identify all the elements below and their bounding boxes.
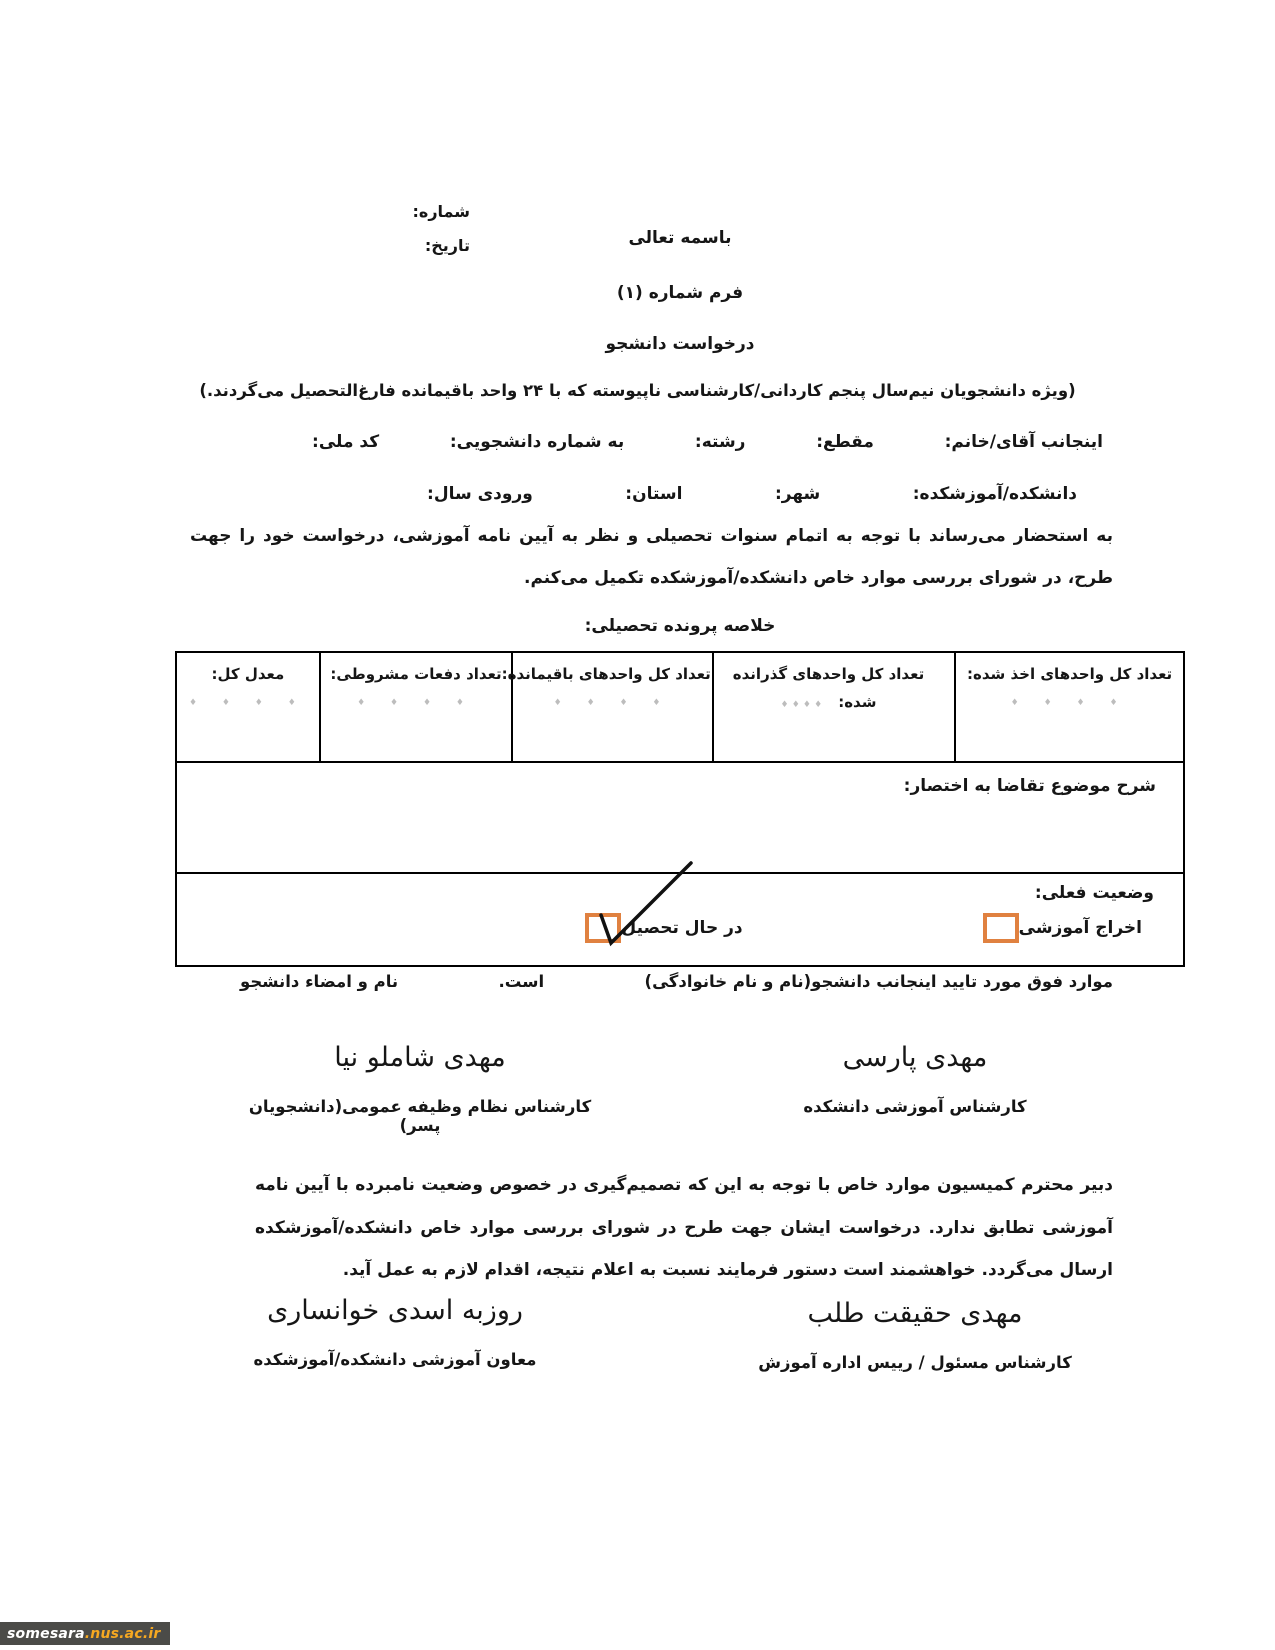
request-description-label: شرح موضوع تقاضا به اختصار: xyxy=(903,776,1156,796)
cell-units-passed xyxy=(713,652,955,762)
units-passed-label-line1: تعداد کل واحدهای گذرانده xyxy=(732,665,925,683)
form-title: درخواست دانشجو xyxy=(605,334,755,354)
field-label-major: رشته: xyxy=(694,432,746,452)
signer-name: مهدی پارسی xyxy=(842,1042,988,1073)
dotted-placeholder: ♦ ♦ ♦ ♦ xyxy=(553,698,672,708)
form-number-heading: فرم شماره (۱) xyxy=(616,283,744,303)
units-passed-label-line2: شده:♦ ♦ ♦ ♦ xyxy=(780,693,877,711)
watermark-domain: .nus.ac.ir xyxy=(84,1625,161,1642)
cell-probation-count xyxy=(320,652,513,762)
signer-name: روزبه اسدی خوانساری xyxy=(267,1295,523,1326)
field-label-province: استان: xyxy=(625,484,683,504)
dotted-placeholder: ♦ ♦ ♦ ♦ xyxy=(780,700,823,710)
request-paragraph: به استحضار می‌رساند با توجه به اتمام سنوات تحصیلی و نظر به آیین نامه آموزشی، درخواست خود را جهت طرح، در شورای بررسی موارد خاص دانشکده/آموزشکده تکمیل می‌کنم. xyxy=(190,526,1113,588)
current-status-label: وضعیت فعلی: xyxy=(1034,883,1154,903)
status-options-row xyxy=(178,913,1182,943)
field-label-level: مقطع: xyxy=(816,432,874,452)
current-status-row xyxy=(176,873,1184,966)
current-status-cell xyxy=(176,873,1184,966)
confirmation-verb: است. xyxy=(498,972,545,991)
field-label-entry-year: ورودی سال: xyxy=(427,484,533,504)
summary-header-row xyxy=(176,652,1184,762)
field-label-name: اینجانب آقای/خانم: xyxy=(944,432,1103,452)
dotted-placeholder: ♦ ♦ ♦ ♦ xyxy=(188,698,307,708)
commission-paragraph: دبیر محترم کمیسیون موارد خاص با توجه به این که تصمیم‌گیری در خصوص وضعیت نامبرده با آیین نامه آموزشی تطابق ندارد. درخواست ایشان جهت طرح در شورای بررسی موارد خاص دانشکده/آموزشکده ارسال می‌گردد. خواهشمند است دستور فرمایند نسبت به اعلام نتیجه، اقدام لازم به عمل آید. xyxy=(255,1175,1113,1280)
field-label-faculty: دانشکده/آموزشکده: xyxy=(912,484,1077,504)
signature-vice-dean-education xyxy=(230,1295,560,1369)
signature-caption-student: نام و امضاء دانشجو xyxy=(240,972,399,991)
signer-role: کارشناس مسئول / رییس اداره آموزش xyxy=(758,1353,1072,1372)
field-label-national-id: کد ملی: xyxy=(312,432,380,452)
probation-count-label: تعداد دفعات مشروطی: xyxy=(330,665,502,683)
summary-title: خلاصه پرونده تحصیلی: xyxy=(584,616,776,636)
cell-gpa xyxy=(176,652,320,762)
basmala-heading: باسمه تعالی xyxy=(628,228,732,248)
signer-role: معاون آموزشی دانشکده/آموزشکده xyxy=(253,1350,537,1369)
gpa-label: معدل کل: xyxy=(211,665,285,683)
watermark-site-name: somesara xyxy=(7,1625,85,1642)
field-label-city: شهر: xyxy=(774,484,821,504)
confirmation-text: موارد فوق مورد تایید اینجانب دانشجو(نام و نام خانوادگی) xyxy=(644,972,1113,991)
dotted-placeholder: ♦ ♦ ♦ ♦ xyxy=(1010,698,1129,708)
academic-summary-table xyxy=(175,651,1185,967)
dotted-placeholder: ♦ ♦ ♦ ♦ xyxy=(357,698,475,708)
checkmark-icon xyxy=(579,857,699,949)
cell-units-taken xyxy=(955,652,1184,762)
cell-units-remaining xyxy=(501,652,712,762)
units-remaining-label: تعداد کل واحدهای باقیمانده: xyxy=(501,665,711,683)
student-confirmation-row xyxy=(240,972,1113,991)
site-watermark xyxy=(0,1622,170,1645)
field-label-student-number: به شماره دانشجویی: xyxy=(449,432,625,452)
signature-military-service-expert xyxy=(240,1042,600,1135)
signature-education-expert xyxy=(755,1042,1075,1116)
units-taken-label: تعداد کل واحدهای اخذ شده: xyxy=(966,665,1173,683)
option-label-studying: در حال تحصیل xyxy=(621,918,743,938)
applicant-fields-row-2 xyxy=(427,484,1077,504)
signer-name: مهدی حقیقت طلب xyxy=(807,1298,1023,1329)
checkbox-academic-dismissal[interactable] xyxy=(983,913,1019,943)
signature-head-of-education-office xyxy=(750,1298,1080,1372)
audience-note: (ویژه دانشجویان نیم‌سال پنجم کاردانی/کارشناسی ناپیوسته که با ۲۴ واحد باقیمانده فارغ‌التحصیل می‌گردند.) xyxy=(199,381,1076,400)
number-label: شماره: xyxy=(412,202,470,221)
date-label: تاریخ: xyxy=(424,236,470,255)
signer-role: کارشناس نظام وظیفه عمومی(دانشجویان پسر) xyxy=(248,1097,592,1135)
option-label-dismissal: اخراج آموزشی xyxy=(1018,918,1142,938)
signer-name: مهدی شاملو نیا xyxy=(334,1042,506,1073)
applicant-fields-row-1 xyxy=(312,432,1103,452)
checkbox-currently-studying[interactable] xyxy=(585,913,621,943)
signer-role: کارشناس آموزشی دانشکده xyxy=(803,1097,1027,1116)
